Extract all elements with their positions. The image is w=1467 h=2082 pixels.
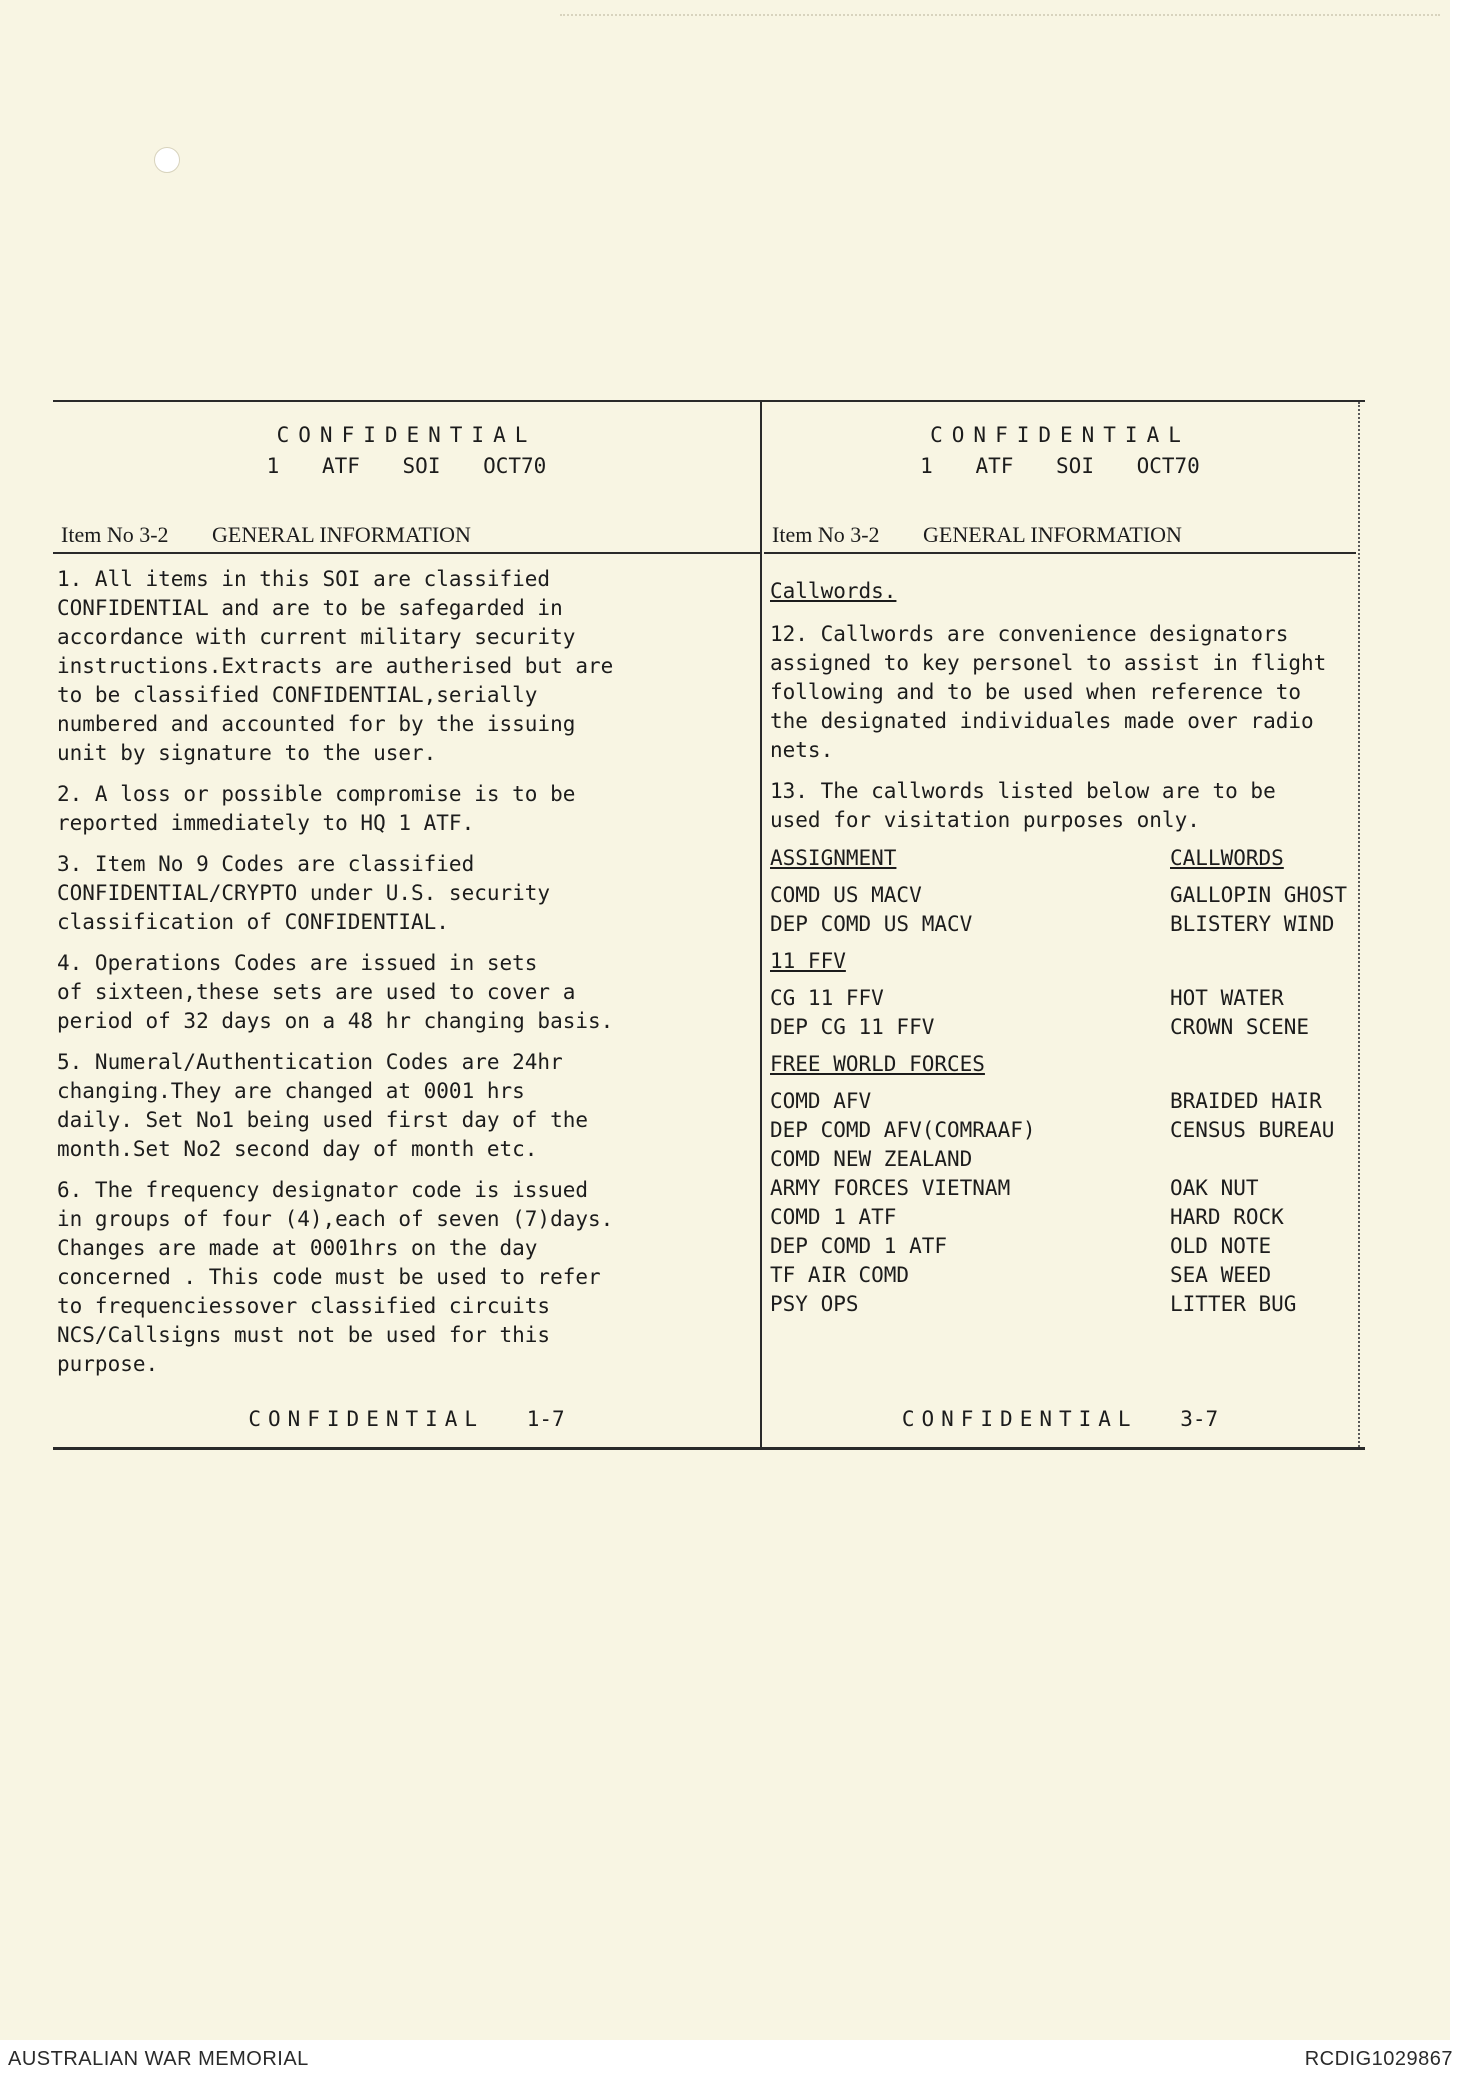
callwords-heading: Callwords. — [770, 579, 897, 603]
right-heading-rule — [764, 552, 1356, 554]
right-classification: CONFIDENTIAL — [930, 423, 1190, 447]
table-row — [770, 1145, 1352, 1174]
paragraph-2: 2. A loss or possible compromise is to be reported immediately to HQ 1 ATF. — [57, 782, 576, 835]
group-heading-11-ffv: 11 FFV — [770, 949, 846, 973]
group-heading-free-world-forces: FREE WORLD FORCES — [770, 1052, 985, 1076]
right-item-heading — [772, 522, 1182, 548]
callword-cell: CENSUS BUREAU — [1170, 1118, 1335, 1142]
callword-cell: HARD ROCK — [1170, 1205, 1284, 1229]
left-item-heading — [61, 522, 471, 548]
assignment-cell: CG 11 FFV — [770, 986, 884, 1010]
assignment-column-header: ASSIGNMENT — [770, 846, 897, 870]
paragraph-6: 6. The frequency designator code is issued in groups of four (4),each of seven (7)days. Changes are made at 0001hrs on the day concerned . This code must be used to refer to frequenciessover classified circuits NCS/Callsigns must not be used for this purpose. — [57, 1178, 614, 1376]
right-header — [764, 420, 1356, 482]
left-item-number: Item No 3-2 — [61, 522, 169, 547]
table-row — [770, 1116, 1352, 1145]
archive-reference: RCDIG1029867 — [1304, 2048, 1453, 2070]
callword-cell: HOT WATER — [1170, 986, 1284, 1010]
assignment-cell: PSY OPS — [770, 1292, 859, 1316]
assignment-cell: COMD AFV — [770, 1089, 872, 1113]
left-heading-rule — [53, 552, 760, 554]
callword-cell — [1170, 1145, 1352, 1174]
callword-cell: GALLOPIN GHOST — [1170, 883, 1348, 907]
assignment-cell: ARMY FORCES VIETNAM — [770, 1176, 1011, 1200]
right-item-title: GENERAL INFORMATION — [923, 522, 1182, 547]
left-soi-line: 1 ATF SOI OCT70 — [266, 454, 547, 478]
right-footer — [764, 1407, 1356, 1431]
right-panel — [764, 402, 1356, 1447]
right-soi-line: 1 ATF SOI OCT70 — [920, 454, 1200, 478]
left-footer — [53, 1407, 760, 1431]
assignment-cell: DEP COMD 1 ATF — [770, 1234, 948, 1258]
paragraph-1: 1. All items in this SOI are classified CONFIDENTIAL and are to be safegarded in accordance with current military security instructions.Extracts are autherised but are to be classified CONFIDENTIAL,serially numbered and accounted for by the issuing unit by signature to the user. — [57, 567, 614, 765]
left-panel — [53, 402, 760, 1447]
paragraph-5: 5. Numeral/Authentication Codes are 24hr changing.They are changed at 0001 hrs daily. Set No1 being used first day of the month.Set No2 second day of month etc. — [57, 1050, 589, 1161]
table-row — [770, 1087, 1352, 1116]
assignment-cell: TF AIR COMD — [770, 1263, 910, 1287]
callwords-table-header — [770, 844, 1352, 873]
callword-cell: BLISTERY WIND — [1170, 912, 1335, 936]
paragraph-12: 12. Callwords are convenience designators assigned to key personel to assist in flight following and to be used when reference to the designated individuales made over radio nets. — [770, 622, 1327, 762]
assignment-cell: COMD 1 ATF — [770, 1205, 897, 1229]
right-page-number: 3-7 — [1180, 1407, 1219, 1431]
callwords-column-header: CALLWORDS — [1170, 846, 1284, 870]
assignment-cell: DEP COMD US MACV — [770, 912, 973, 936]
table-row — [770, 1261, 1352, 1290]
paragraph-13: 13. The callwords listed below are to be used for visitation purposes only. — [770, 779, 1276, 832]
left-classification: CONFIDENTIAL — [276, 423, 537, 447]
left-body — [57, 565, 756, 1391]
table-row — [770, 984, 1352, 1013]
callwords-table — [770, 844, 1352, 1319]
paragraph-4: 4. Operations Codes are issued in sets of sixteen,these sets are used to cover a period of 32 days on a 48 hr changing basis. — [57, 951, 614, 1033]
left-item-title: GENERAL INFORMATION — [212, 522, 471, 547]
callword-cell: CROWN SCENE — [1170, 1015, 1310, 1039]
assignment-cell: COMD NEW ZEALAND — [770, 1147, 973, 1171]
callwords-intro — [770, 577, 1352, 835]
group-11-ffv — [770, 984, 1352, 1042]
left-page-number: 1-7 — [526, 1407, 565, 1431]
table-row — [770, 1290, 1352, 1319]
paragraph-3: 3. Item No 9 Codes are classified CONFIDENTIAL/CRYPTO under U.S. security classification of CONFIDENTIAL. — [57, 852, 551, 934]
archive-caption: AUSTRALIAN WAR MEMORIAL — [8, 2048, 309, 2070]
assignment-cell: DEP COMD AFV(COMRAAF) — [770, 1118, 1036, 1142]
table-row — [770, 1232, 1352, 1261]
table-row — [770, 910, 1352, 939]
callword-cell: OLD NOTE — [1170, 1234, 1272, 1258]
callword-cell: SEA WEED — [1170, 1263, 1272, 1287]
right-item-number: Item No 3-2 — [772, 522, 880, 547]
assignment-cell: DEP CG 11 FFV — [770, 1015, 935, 1039]
punch-hole — [154, 147, 180, 173]
table-row — [770, 1013, 1352, 1042]
left-header — [53, 420, 760, 482]
left-footer-classification: CONFIDENTIAL — [248, 1407, 485, 1431]
callword-cell: BRAIDED HAIR — [1170, 1089, 1322, 1113]
callword-cell: LITTER BUG — [1170, 1292, 1297, 1316]
group-free-world-forces — [770, 1087, 1352, 1319]
table-row — [770, 1174, 1352, 1203]
table-row — [770, 1203, 1352, 1232]
paper-edge-marks — [560, 14, 1440, 22]
table-row — [770, 881, 1352, 910]
callword-cell: OAK NUT — [1170, 1176, 1259, 1200]
column-divider — [760, 402, 762, 1447]
right-footer-classification: CONFIDENTIAL — [901, 1407, 1138, 1431]
soi-page-frame — [53, 400, 1365, 1450]
assignment-cell: COMD US MACV — [770, 883, 922, 907]
right-border — [1358, 402, 1360, 1447]
group-us-macv — [770, 881, 1352, 939]
